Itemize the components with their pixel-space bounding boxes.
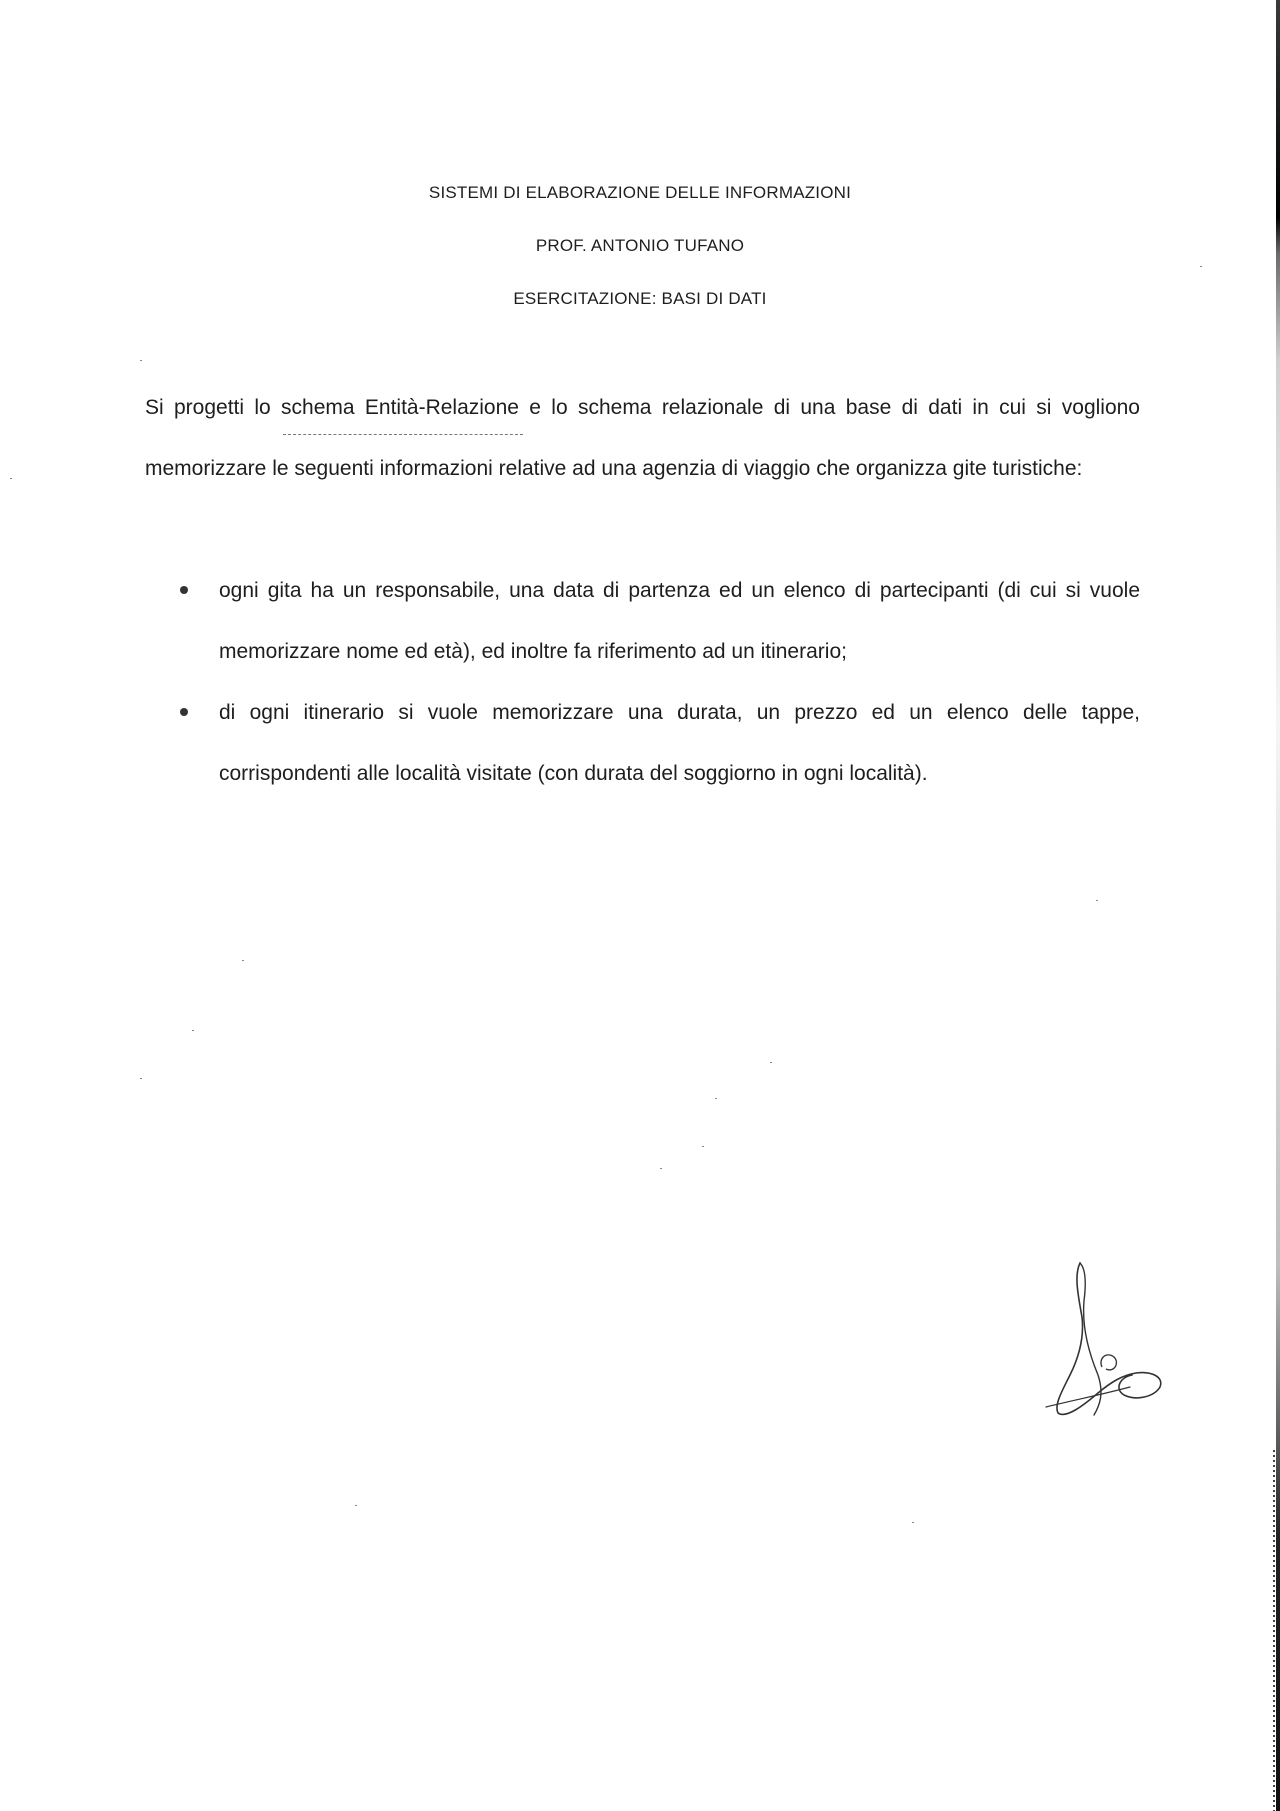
scan-speck [660, 1168, 662, 1169]
scan-speck [140, 1078, 142, 1079]
scan-edge [1276, 0, 1280, 1811]
bullet-dot-icon [180, 708, 188, 716]
requirement-text: di ogni itinerario si vuole memorizzare una durata, un prezzo ed un elenco delle tappe, corrispondenti alle località visitate (con durata del soggiorno in ogni località). [219, 701, 1140, 785]
scan-speck [140, 360, 142, 361]
list-item [145, 682, 1140, 804]
requirements-list [145, 560, 1140, 804]
bullet-dot-icon [180, 586, 188, 594]
scan-speck [355, 1505, 357, 1506]
scan-speck [912, 1522, 914, 1523]
exercise-title: ESERCITAZIONE: BASI DI DATI [513, 289, 767, 308]
scan-speck [242, 960, 244, 961]
scan-speck [770, 1062, 772, 1063]
requirement-text: ogni gita ha un responsabile, una data di partenza ed un elenco di partecipanti (di cui si vuole memorizzare nome ed età), ed inoltre fa riferimento ad un itinerario; [219, 579, 1140, 663]
scan-speck [1096, 900, 1098, 901]
scan-speck [715, 1098, 717, 1099]
scan-speck [1200, 266, 1202, 267]
intro-paragraph: Si progetti lo schema Entità-Relazione e lo schema relazionale di una base di dati in cui si vogliono memorizzare le seguenti informazioni relative ad una agenzia di viaggio che organizza gite turistiche: [145, 396, 1140, 480]
scan-speck [702, 1146, 704, 1147]
scan-speck [10, 478, 12, 479]
professor-name: PROF. ANTONIO TUFANO [535, 236, 745, 255]
course-title: SISTEMI DI ELABORAZIONE DELLE INFORMAZIONI [428, 183, 852, 202]
scan-edge-detail [1273, 1450, 1275, 1811]
scan-speck [192, 1030, 194, 1031]
signature-icon [1040, 1255, 1180, 1425]
list-item [145, 560, 1140, 682]
